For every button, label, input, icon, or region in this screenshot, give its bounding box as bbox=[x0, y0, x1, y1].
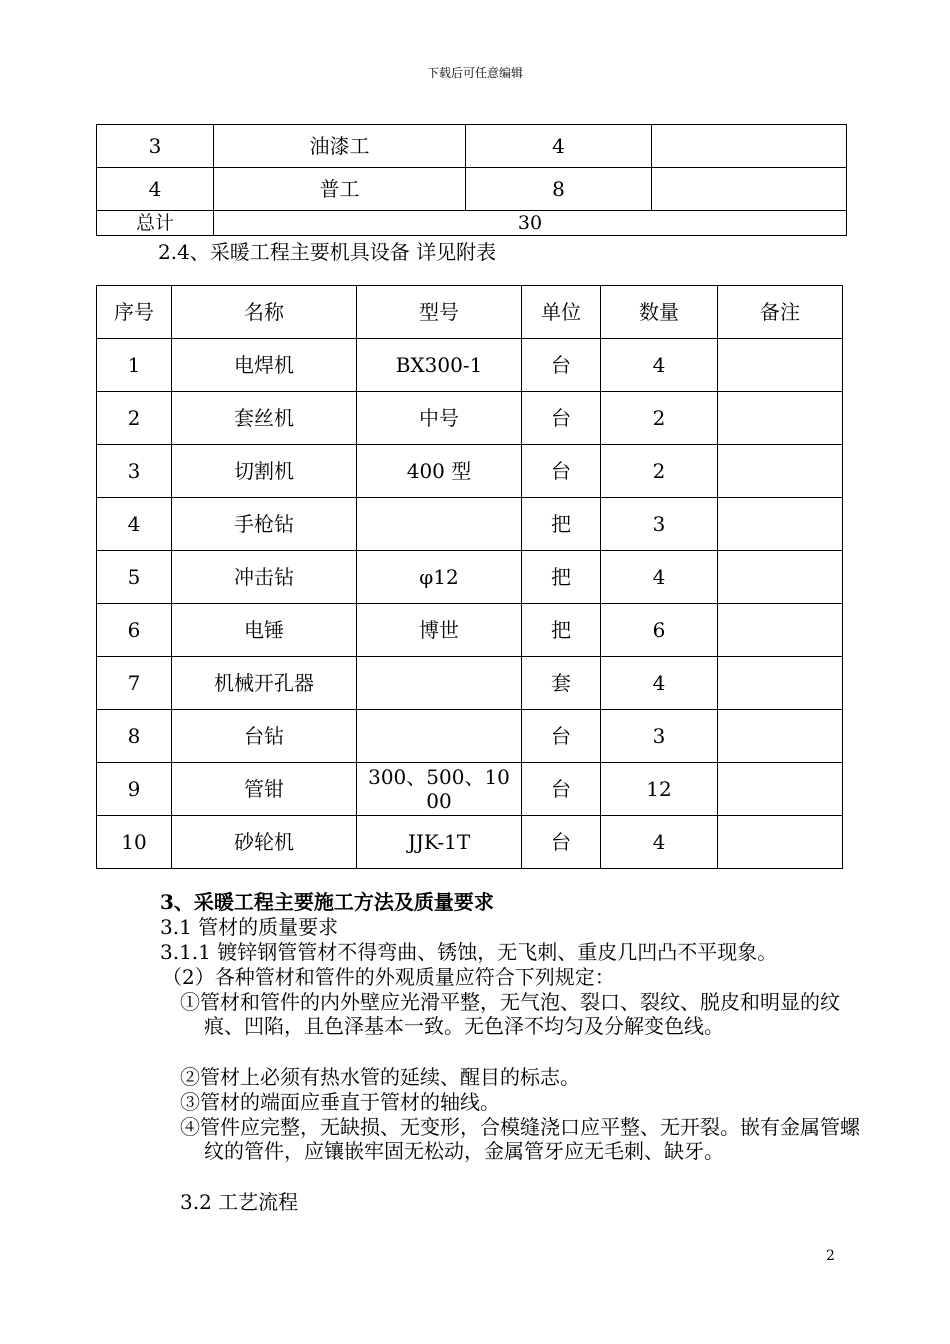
section-3-title: 3、采暖工程主要施工方法及质量要求 bbox=[160, 890, 494, 914]
quality-item bbox=[180, 1115, 864, 1163]
equipment-cell: 中号 bbox=[357, 392, 522, 445]
quality-item-text: 管材和管件的内外壁应光滑平整，无气泡、裂口、裂纹、脱皮和明显的纹痕、凹陷，且色泽基本一致。无色泽不均匀及分解变色线。 bbox=[200, 990, 840, 1038]
labor-row bbox=[97, 125, 847, 168]
equipment-cell: φ12 bbox=[357, 551, 522, 604]
equipment-cell: 套 bbox=[522, 657, 601, 710]
equipment-cell: 2 bbox=[97, 392, 172, 445]
equipment-cell bbox=[718, 392, 843, 445]
equipment-cell: 管钳 bbox=[172, 763, 357, 816]
equipment-cell: BX300-1 bbox=[357, 339, 522, 392]
quality-item bbox=[180, 990, 864, 1038]
equipment-cell: 2 bbox=[601, 445, 718, 498]
quality-item-text: 管材上必须有热水管的延续、醒目的标志。 bbox=[200, 1065, 580, 1089]
equipment-table bbox=[96, 285, 843, 869]
equipment-cell: 6 bbox=[601, 604, 718, 657]
equipment-cell: 切割机 bbox=[172, 445, 357, 498]
equipment-cell: 电锤 bbox=[172, 604, 357, 657]
labor-table bbox=[96, 124, 847, 236]
equipment-cell bbox=[718, 498, 843, 551]
equipment-cell: 砂轮机 bbox=[172, 816, 357, 869]
labor-total-value: 30 bbox=[214, 211, 847, 236]
quality-item-mark: ④ bbox=[180, 1115, 200, 1139]
equipment-cell: 台 bbox=[522, 816, 601, 869]
section-3-2-heading: 3.2 工艺流程 bbox=[180, 1190, 299, 1214]
equipment-cell: 4 bbox=[601, 816, 718, 869]
labor-cell-trade: 普工 bbox=[214, 168, 466, 211]
page-header: 下载后可任意编辑 bbox=[426, 66, 523, 80]
equipment-cell: 机械开孔器 bbox=[172, 657, 357, 710]
labor-cell-no: 3 bbox=[97, 125, 214, 168]
equipment-cell: 3 bbox=[601, 498, 718, 551]
quality-item-text: 管件应完整，无缺损、无变形，合模缝浇口应平整、无开裂。嵌有金属管螺纹的管件，应镶嵌牢固无松动，金属管牙应无毛刺、缺牙。 bbox=[200, 1115, 860, 1163]
equipment-cell: 12 bbox=[601, 763, 718, 816]
equipment-cell: 台 bbox=[522, 445, 601, 498]
equipment-cell: 4 bbox=[601, 551, 718, 604]
labor-cell-count: 8 bbox=[466, 168, 652, 211]
quality-item-mark: ① bbox=[180, 990, 200, 1014]
labor-row bbox=[97, 168, 847, 211]
equipment-cell: 8 bbox=[97, 710, 172, 763]
equipment-header-cell: 型号 bbox=[357, 286, 522, 339]
equipment-cell bbox=[718, 657, 843, 710]
equipment-cell: 把 bbox=[522, 551, 601, 604]
equipment-header-cell: 序号 bbox=[97, 286, 172, 339]
equipment-cell: 冲击钻 bbox=[172, 551, 357, 604]
equipment-row bbox=[97, 657, 843, 710]
equipment-header-cell: 备注 bbox=[718, 286, 843, 339]
equipment-cell: 把 bbox=[522, 604, 601, 657]
equipment-header-cell: 名称 bbox=[172, 286, 357, 339]
equipment-cell: 电焊机 bbox=[172, 339, 357, 392]
equipment-cell: 400 型 bbox=[357, 445, 522, 498]
equipment-cell bbox=[718, 339, 843, 392]
equipment-row bbox=[97, 710, 843, 763]
equipment-cell: 300、500、1000 bbox=[357, 763, 522, 816]
equipment-cell: 台 bbox=[522, 763, 601, 816]
equipment-cell bbox=[357, 710, 522, 763]
equipment-cell: 4 bbox=[97, 498, 172, 551]
equipment-cell: 3 bbox=[97, 445, 172, 498]
labor-cell-count: 4 bbox=[466, 125, 652, 168]
equipment-row bbox=[97, 763, 843, 816]
section-3-1-2-text: （2）各种管材和管件的外观质量应符合下列规定： bbox=[162, 965, 615, 989]
labor-cell-note bbox=[652, 125, 847, 168]
equipment-cell: 博世 bbox=[357, 604, 522, 657]
equipment-caption: 2.4、采暖工程主要机具设备 详见附表 bbox=[158, 240, 497, 264]
equipment-cell: 10 bbox=[97, 816, 172, 869]
equipment-cell bbox=[718, 604, 843, 657]
equipment-cell: 手枪钻 bbox=[172, 498, 357, 551]
equipment-cell: 5 bbox=[97, 551, 172, 604]
equipment-cell bbox=[718, 816, 843, 869]
equipment-cell: JJK-1T bbox=[357, 816, 522, 869]
section-3-1-heading: 3.1 管材的质量要求 bbox=[160, 915, 339, 939]
page-number: 2 bbox=[826, 1248, 835, 1264]
equipment-cell: 6 bbox=[97, 604, 172, 657]
quality-item-mark: ③ bbox=[180, 1090, 200, 1114]
quality-item-mark: ② bbox=[180, 1065, 200, 1089]
equipment-row bbox=[97, 604, 843, 657]
equipment-cell: 7 bbox=[97, 657, 172, 710]
equipment-header-row bbox=[97, 286, 843, 339]
equipment-row bbox=[97, 816, 843, 869]
equipment-cell: 3 bbox=[601, 710, 718, 763]
equipment-header-cell: 数量 bbox=[601, 286, 718, 339]
equipment-cell: 4 bbox=[601, 657, 718, 710]
equipment-cell bbox=[718, 763, 843, 816]
equipment-cell bbox=[357, 657, 522, 710]
equipment-cell: 台 bbox=[522, 339, 601, 392]
quality-item bbox=[180, 1090, 864, 1114]
labor-cell-trade: 油漆工 bbox=[214, 125, 466, 168]
section-3-1-1-text: 3.1.1 镀锌钢管管材不得弯曲、锈蚀，无飞刺、重皮几凹凸不平现象。 bbox=[160, 940, 778, 964]
equipment-cell: 台钻 bbox=[172, 710, 357, 763]
equipment-row bbox=[97, 445, 843, 498]
equipment-cell: 1 bbox=[97, 339, 172, 392]
quality-item-text: 管材的端面应垂直于管材的轴线。 bbox=[200, 1090, 500, 1114]
labor-total-label: 总计 bbox=[97, 211, 214, 236]
equipment-cell: 9 bbox=[97, 763, 172, 816]
equipment-cell bbox=[718, 710, 843, 763]
labor-cell-note bbox=[652, 168, 847, 211]
equipment-row bbox=[97, 498, 843, 551]
labor-total-row bbox=[97, 211, 847, 236]
equipment-row bbox=[97, 551, 843, 604]
equipment-cell bbox=[357, 498, 522, 551]
equipment-cell: 台 bbox=[522, 392, 601, 445]
equipment-cell bbox=[718, 445, 843, 498]
equipment-cell: 2 bbox=[601, 392, 718, 445]
equipment-cell: 台 bbox=[522, 710, 601, 763]
equipment-cell bbox=[718, 551, 843, 604]
equipment-row bbox=[97, 392, 843, 445]
equipment-cell: 4 bbox=[601, 339, 718, 392]
labor-cell-no: 4 bbox=[97, 168, 214, 211]
equipment-row bbox=[97, 339, 843, 392]
quality-item bbox=[180, 1065, 864, 1089]
equipment-header-cell: 单位 bbox=[522, 286, 601, 339]
equipment-cell: 套丝机 bbox=[172, 392, 357, 445]
equipment-cell: 把 bbox=[522, 498, 601, 551]
